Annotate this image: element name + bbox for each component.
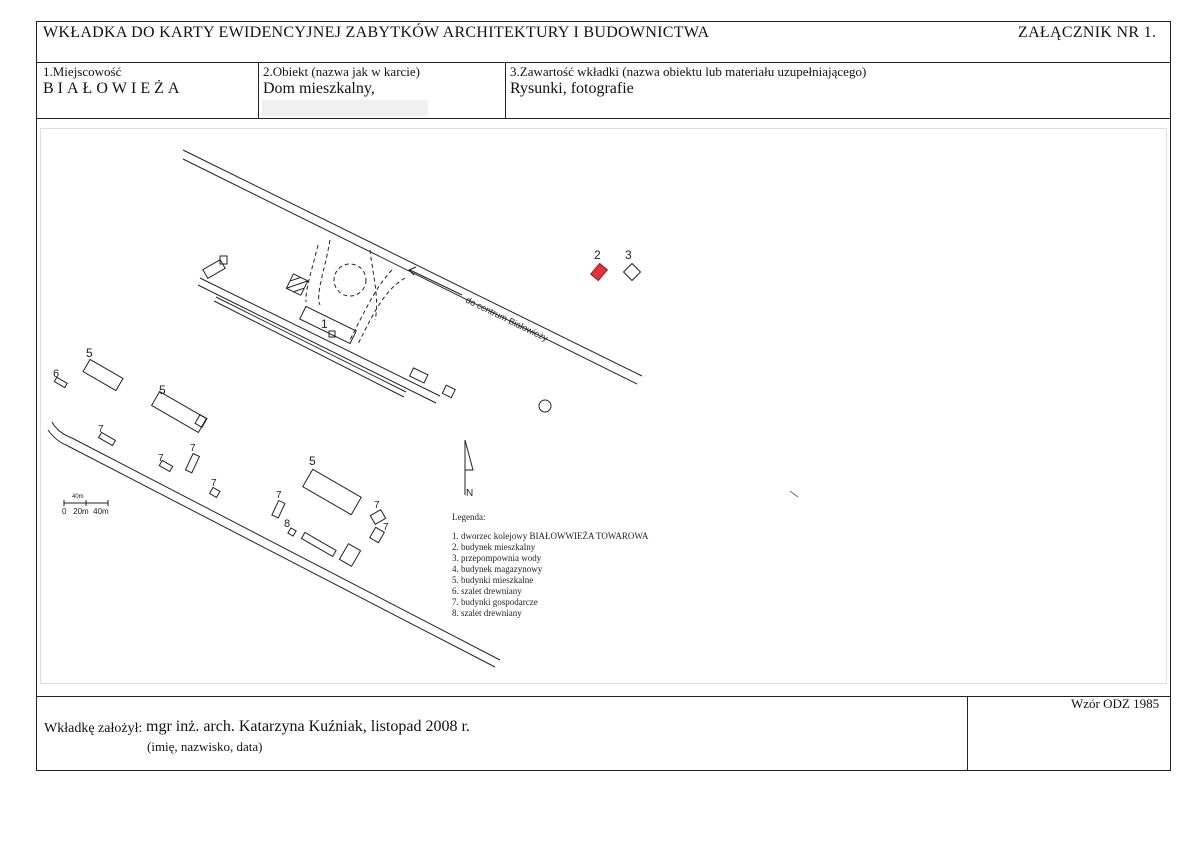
legend-title: Legenda: xyxy=(452,512,486,522)
lower-road-line-b xyxy=(48,430,495,667)
document-title: WKŁADKA DO KARTY EWIDENCYJNEJ ZABYTKÓW ARCHITEKTURY I BUDOWNICTWA xyxy=(43,24,710,41)
building-number-5b: 5 xyxy=(159,383,166,397)
hatched-building xyxy=(286,274,307,295)
north-arrow-head xyxy=(465,440,473,470)
legend-item-4: 4. budynek magazynowy xyxy=(452,564,543,574)
created-hint: (imię, nazwisko, data) xyxy=(147,739,263,754)
building-number-7c: 7 xyxy=(190,443,196,454)
object-value: Dom mieszkalny, xyxy=(263,80,375,97)
legend xyxy=(452,512,649,618)
building-number-2: 2 xyxy=(594,248,601,262)
platform-line-b xyxy=(198,285,436,403)
building-number-1: 1 xyxy=(321,317,328,331)
legend-item-3: 3. przepompownia wody xyxy=(452,553,542,563)
legend-item-5: 5. budynki mieszkalne xyxy=(452,575,534,585)
platform-end-building-1 xyxy=(410,368,428,383)
road-label: do centrum Białowieży xyxy=(464,294,550,344)
building-number-3: 3 xyxy=(625,248,632,262)
content-value: Rysunki, fotografie xyxy=(510,80,634,97)
content-label: 3.Zawartość wkładki (nazwa obiektu lub materiału uzupełniającego) xyxy=(510,64,867,79)
building-7e xyxy=(272,500,285,517)
building-5b-annex xyxy=(195,415,207,428)
road-to-centre-line-a xyxy=(183,150,642,376)
legend-item-2: 2. budynek mieszkalny xyxy=(452,542,536,552)
building-number-6: 6 xyxy=(53,368,60,380)
building-2-highlighted xyxy=(591,263,608,280)
building-1-station xyxy=(300,306,356,343)
stray-mark xyxy=(790,491,798,497)
building-number-7f: 7 xyxy=(374,500,380,511)
scale-label-bottom: 0 20m 40m xyxy=(62,507,109,516)
circular-structure xyxy=(539,400,551,412)
north-label: N xyxy=(466,488,474,499)
building-7c xyxy=(185,454,199,473)
track-line-a xyxy=(216,297,406,392)
legend-item-6: 6. szalet drewniany xyxy=(452,586,522,596)
model-label: Wzór ODZ 1985 xyxy=(1071,696,1160,711)
building-7-square xyxy=(339,544,360,567)
building-3 xyxy=(624,264,641,281)
platform-line-a xyxy=(200,278,440,396)
attachment-label: ZAŁĄCZNIK NR 1. xyxy=(1018,24,1157,41)
object-label: 2.Obiekt (nazwa jak w karcie) xyxy=(263,64,421,79)
platform-end-building-2 xyxy=(442,385,455,397)
building-5c xyxy=(303,469,361,514)
building-number-8: 8 xyxy=(284,518,291,530)
legend-item-7: 7. budynki gospodarcze xyxy=(452,597,538,607)
building-7-long xyxy=(301,532,336,556)
building-5b xyxy=(152,392,207,433)
footer-divider xyxy=(967,696,968,771)
created-label: Wkładkę założył: xyxy=(44,721,143,736)
legend-item-1: 1. dworzec kolejowy BIAŁOWWIEŻA TOWAROWA xyxy=(452,531,649,541)
building-number-7g: 7 xyxy=(383,522,389,533)
building-number-5c: 5 xyxy=(309,454,316,468)
created-value: mgr inż. arch. Katarzyna Kuźniak, listopad 2008 r. xyxy=(146,718,470,735)
building-number-5a: 5 xyxy=(86,346,93,360)
location-value: BIAŁOWIEŻA xyxy=(43,80,184,97)
station-small-tab xyxy=(220,256,227,264)
station-small-left xyxy=(203,260,225,279)
building-number-7e: 7 xyxy=(276,490,282,501)
building-number-7b: 7 xyxy=(158,453,164,464)
building-number-7d: 7 xyxy=(211,478,217,489)
building-5a xyxy=(83,359,123,390)
scale-label-top: 40m xyxy=(72,494,84,500)
legend-item-8: 8. szalet drewniany xyxy=(452,608,522,618)
lower-road-line-a xyxy=(52,422,500,660)
building-number-7a: 7 xyxy=(98,424,104,435)
location-label: 1.Miejscowość xyxy=(43,64,122,79)
direction-arrow xyxy=(410,270,462,295)
